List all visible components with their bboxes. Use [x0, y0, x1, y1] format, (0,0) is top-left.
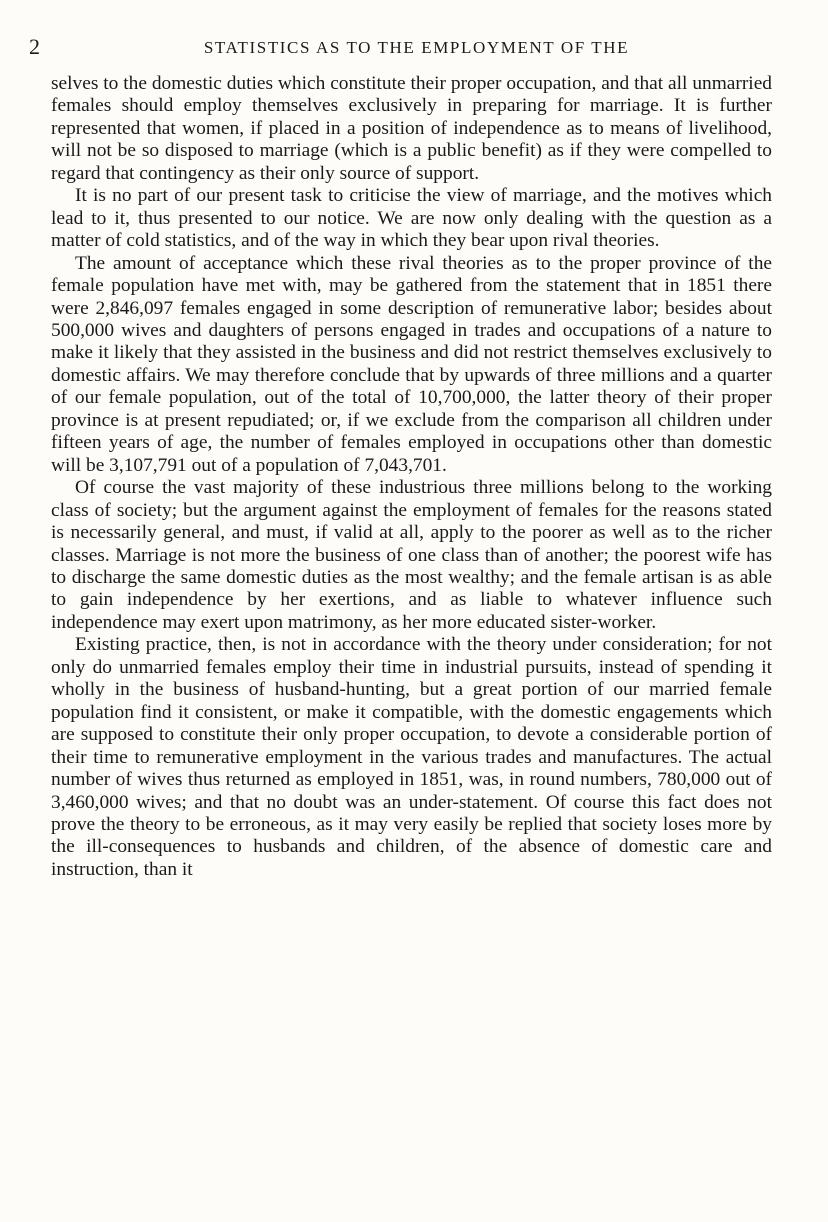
paragraph: The amount of acceptance which these rival theories as to the proper province of the female population have met with, may be gathered from the statement that in 1851 there were 2,846,097 females engaged in some description of remunerative labor; besides about 500,000 wives and daughters of persons engaged in trades and occupations of a nature to make it likely that they assisted in the business and did not restrict themselves exclusively to domestic affairs. We may therefore conclude that by upwards of three millions and a quarter of our female population, out of the total of 10,700,000, the latter theory of their proper province is at present repudiated; or, if we exclude from the comparison all children under fifteen years of age, the number of females employed in occupations other than domestic will be 3,107,791 out of a population of 7,043,701. — [51, 252, 772, 476]
paragraph: It is no part of our present task to criticise the view of marriage, and the motives which lead to it, thus presented to our notice. We are now only dealing with the question as a matter of cold statistics, and of the way in which they bear upon rival theories. — [51, 185, 772, 252]
page-number: 2 — [29, 34, 40, 59]
paragraph: Of course the vast majority of these industrious three millions belong to the working class of society; but the argument against the employment of females for the reasons stated is necessarily general, and must, if valid at all, apply to the poorer as well as to the richer classes. Marriage is not more the business of one class than of another; the poorest wife has to discharge the same domestic duties as the most wealthy; and the female artisan is as able to gain independence by her exertions, and as liable to whatever influence such independence may exert upon matrimony, as her more educated sister-worker. — [51, 477, 772, 633]
running-head: STATISTICS AS TO THE EMPLOYMENT OF THE — [203, 38, 630, 57]
paragraph: Existing practice, then, is not in accordance with the theory under consideration; for not only do unmarried females employ their time in industrial pursuits, instead of spending it wholly in the business of husband-hunting, but a great portion of our married female population find it consistent, or make it compatible, with the domestic engagements which are supposed to constitute their only proper occupation, to devote a considerable portion of their time to remunerative employment in the various trades and manufactures. The actual number of wives thus returned as employed in 1851, was, in round numbers, 780,000 out of 3,460,000 wives; and that no doubt was an under-statement. Of course this fact does not prove the theory to be erroneous, as it may very easily be replied that society loses more by the ill-consequences to husbands and children, of the absence of domestic care and instruction, than it — [51, 634, 772, 880]
page-header — [29, 32, 772, 62]
body-text — [51, 73, 772, 881]
paragraph-continuation: selves to the domestic duties which constitute their proper occupation, and that all unmarried females should employ themselves exclusively in preparing for marriage. It is further represented that women, if placed in a position of independence as to means of livelihood, will not be so disposed to marriage (which is a public benefit) as if they were compelled to regard that contingency as their only source of support. — [51, 73, 772, 184]
